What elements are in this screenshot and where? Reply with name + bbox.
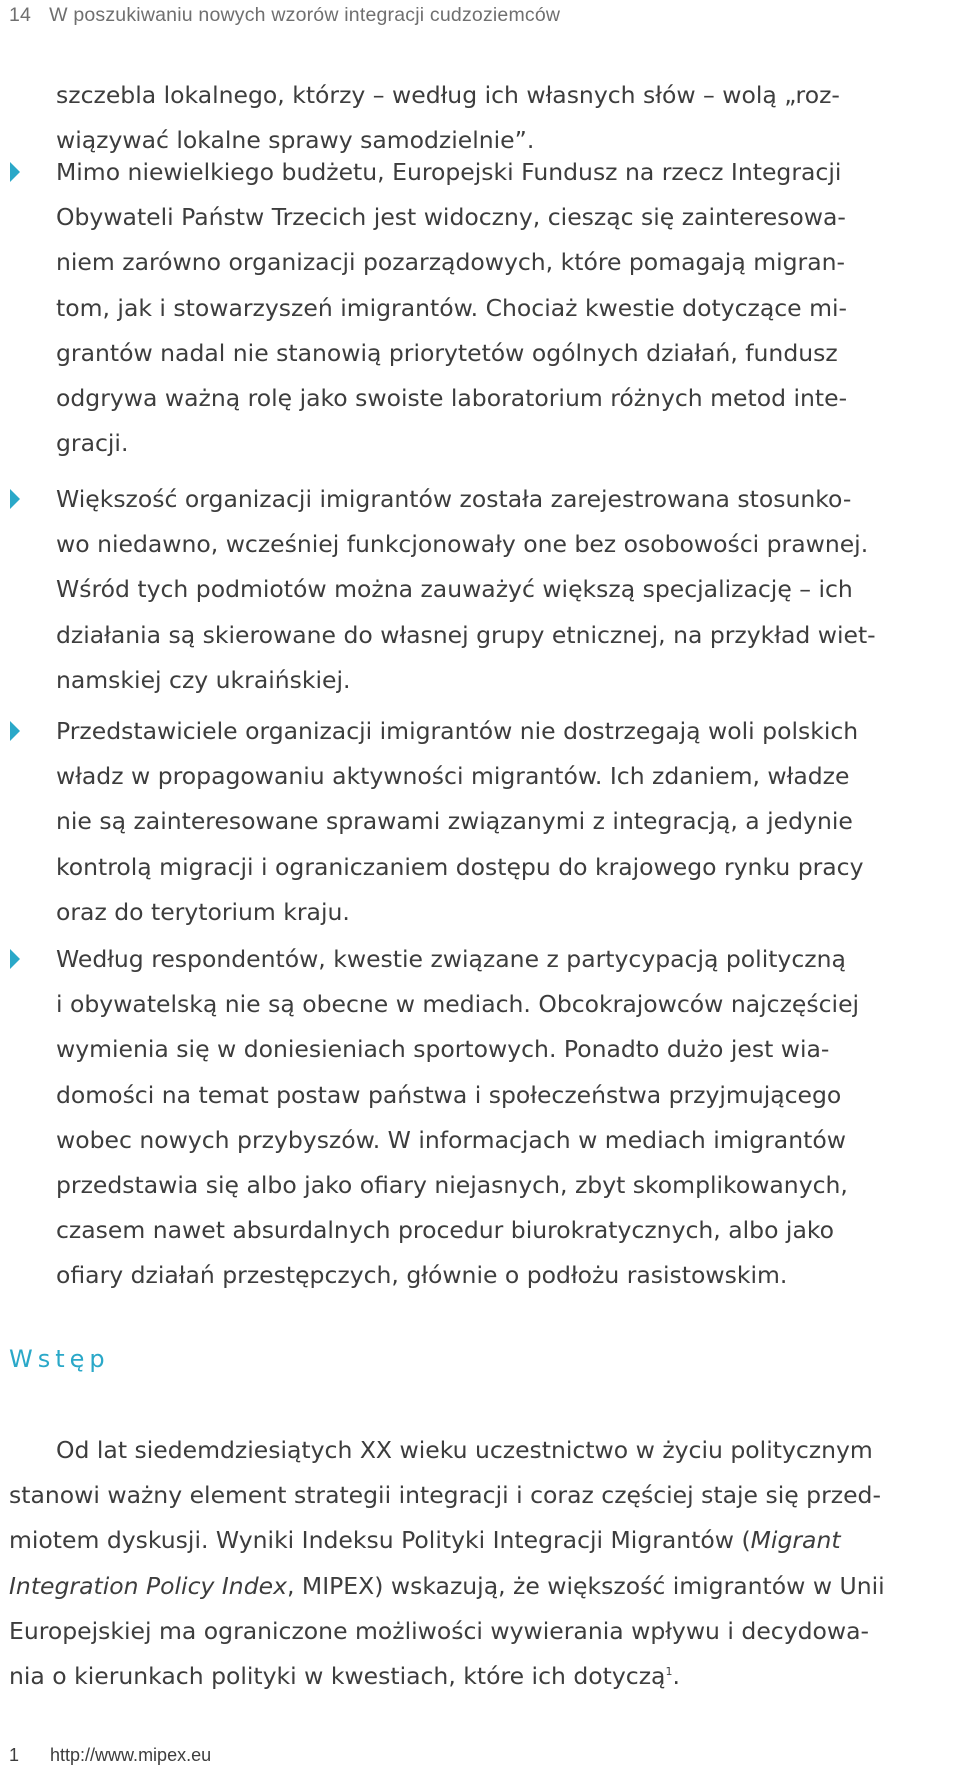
footnote-reference[interactable]: 1 bbox=[665, 1665, 673, 1679]
text-line: przedstawia się albo jako ofiary niejasnych, zbyt skomplikowanych, bbox=[56, 1171, 848, 1200]
text-line: gracji. bbox=[56, 429, 129, 458]
intro-paragraph bbox=[9, 1428, 949, 1699]
footnote-link[interactable]: http://www.mipex.eu bbox=[50, 1745, 212, 1765]
italic-term: Migrant bbox=[750, 1526, 841, 1555]
text-line: Od lat siedemdziesiątych XX wieku uczestnictwo w życiu politycznym bbox=[56, 1436, 873, 1464]
text-line: szczebla lokalnego, którzy – według ich własnych słów – wolą „roz- bbox=[56, 81, 840, 109]
bullet-arrow-icon bbox=[10, 489, 20, 509]
text-line: kontrolą migracji i ograniczaniem dostępu do krajowego rynku pracy bbox=[56, 852, 864, 881]
text-line: tom, jak i stowarzyszeń imigrantów. Chociaż kwestie dotyczące mi- bbox=[56, 293, 847, 322]
text-line: Według respondentów, kwestie związane z partycypacją polityczną bbox=[56, 945, 846, 973]
text-segment: miotem dyskusji. Wyniki Indeksu Polityki Integracji Migrantów ( bbox=[9, 1526, 751, 1555]
bullet-arrow-icon bbox=[10, 721, 20, 741]
text-segment: nia o kierunkach polityki w kwestiach, które ich dotyczą bbox=[9, 1662, 666, 1691]
bullet-item-budget bbox=[56, 150, 946, 466]
text-line bbox=[9, 1518, 949, 1563]
text-line bbox=[9, 1654, 949, 1699]
text-line: ofiary działań przestępczych, głównie o podłożu rasistowskim. bbox=[56, 1261, 788, 1290]
text-line: wymienia się w doniesieniach sportowych. Ponadto dużo jest wia- bbox=[56, 1035, 830, 1064]
text-line: Europejskiej ma ograniczone możliwości wywierania wpływu i decydowa- bbox=[9, 1616, 870, 1645]
text-line bbox=[9, 1564, 949, 1609]
text-line: Obywateli Państw Trzecich jest widoczny, ciesząc się zainteresowa- bbox=[56, 203, 846, 232]
text-line: odgrywa ważną rolę jako swoiste laboratorium różnych metod inte- bbox=[56, 384, 848, 413]
text-line: namskiej czy ukraińskiej. bbox=[56, 665, 351, 694]
text-line: grantów nadal nie stanowią priorytetów ogólnych działań, fundusz bbox=[56, 338, 838, 367]
running-header bbox=[9, 0, 560, 30]
text-line: Przedstawiciele organizacji imigrantów nie dostrzegają woli polskich bbox=[56, 717, 859, 745]
bullet-item-media bbox=[56, 937, 946, 1299]
text-line: władz w propagowaniu aktywności migrantów. Ich zdaniem, władze bbox=[56, 762, 850, 791]
text-line: działania są skierowane do własnej grupy etnicznej, na przykład wiet- bbox=[56, 620, 876, 649]
footnote-number: 1 bbox=[9, 1745, 20, 1765]
text-line: stanowi ważny element strategii integracji i coraz częściej staje się przed- bbox=[9, 1481, 881, 1510]
page-number: 14 bbox=[9, 3, 32, 26]
bullet-item-authorities bbox=[56, 709, 946, 935]
text-line: i obywatelską nie są obecne w mediach. Obcokrajowców najczęściej bbox=[56, 990, 860, 1019]
text-line: Wśród tych podmiotów można zauważyć większą specjalizację – ich bbox=[56, 575, 853, 604]
italic-term: Integration Policy Index bbox=[9, 1571, 287, 1600]
text-line: wobec nowych przybyszów. W informacjach w mediach imigrantów bbox=[56, 1125, 846, 1154]
bullet-item-organizations bbox=[56, 477, 946, 703]
text-line: wiązywać lokalne sprawy samodzielnie”. bbox=[56, 126, 535, 155]
text-line: nie są zainteresowane sprawami związanymi z integracją, a jedynie bbox=[56, 807, 853, 836]
text-line: Mimo niewielkiego budżetu, Europejski Fundusz na rzecz Integracji bbox=[56, 158, 842, 186]
footnote bbox=[9, 1745, 211, 1766]
text-line: domości na temat postaw państwa i społeczeństwa przyjmującego bbox=[56, 1080, 842, 1109]
text-line: czasem nawet absurdalnych procedur biurokratycznych, albo jako bbox=[56, 1216, 835, 1245]
section-heading: Wstęp bbox=[9, 1345, 110, 1373]
text-segment: . bbox=[672, 1662, 680, 1691]
text-line: Większość organizacji imigrantów została zarejestrowana stosunko- bbox=[56, 485, 852, 513]
bullet-arrow-icon bbox=[10, 949, 20, 969]
text-segment: , MIPEX) wskazują, że większość imigrantów w Unii bbox=[286, 1571, 885, 1600]
text-line: wo niedawno, wcześniej funkcjonowały one bez osobowości prawnej. bbox=[56, 530, 869, 559]
text-line: niem zarówno organizacji pozarządowych, które pomagają migran- bbox=[56, 248, 845, 277]
running-title: W poszukiwaniu nowych wzorów integracji cudzoziemców bbox=[49, 3, 561, 26]
text-line: oraz do terytorium kraju. bbox=[56, 897, 350, 926]
bullet-arrow-icon bbox=[10, 162, 20, 182]
